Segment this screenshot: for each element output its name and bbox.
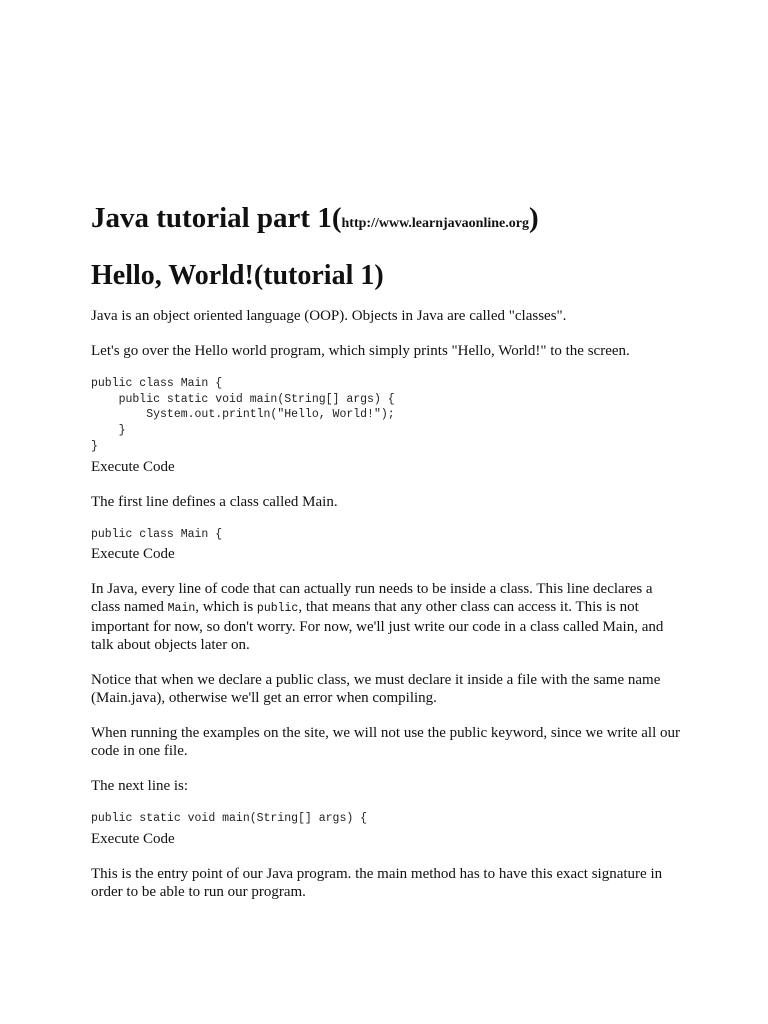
page-title — [91, 198, 681, 244]
inline-code-public: public — [256, 602, 299, 616]
execute-code-label: Execute Code — [91, 830, 175, 847]
title-close-paren: ) — [528, 202, 539, 234]
execute-code-label: Execute Code — [91, 546, 175, 563]
hello-world-paragraph: Let's go over the Hello world program, which simply prints "Hello, World!" to the screen. — [91, 343, 630, 359]
title-text: Java tutorial part 1 — [91, 202, 332, 234]
document-page — [91, 198, 681, 901]
inline-code-main: Main — [167, 602, 196, 616]
class-explanation-text: , which is — [195, 599, 257, 616]
entry-point-paragraph: This is the entry point of our Java program. the main method has to have this exact signature in order to be able to run our program. — [91, 865, 663, 900]
file-name-paragraph: Notice that when we declare a public class, we must declare it inside a file with the same name (Main.java), otherwise we'll get an error when compiling. — [91, 672, 661, 707]
code-block-class-decl: public class Main { — [91, 527, 223, 541]
intro-paragraph: Java is an object oriented language (OOP). Objects in Java are called "classes". — [91, 308, 567, 324]
class-explanation-paragraph — [91, 580, 681, 654]
first-line-paragraph: The first line defines a class called Main. — [91, 493, 338, 510]
class-explanation-text: In Java, every line of code that can actually run needs to be inside a class. This line declares a class named — [91, 581, 653, 616]
next-line-paragraph: The next line is: — [91, 778, 189, 795]
class-explanation-text: , that means that any other class can access it. This is not important for now, so don't worry. For now, we'll just write our code in a class called Main, and talk about objects later on. — [91, 599, 664, 654]
code-block-main-method: public static void main(String[] args) { — [91, 812, 368, 826]
title-url: http://www.learnjavaonline.org — [341, 216, 529, 231]
code-block-hello-world: public class Main { public static void main(String[] args) { System.out.println("Hello, World!"); } } — [91, 377, 395, 453]
public-keyword-paragraph: When running the examples on the site, we will not use the public keyword, since we write all our code in one file. — [91, 725, 681, 760]
title-open-paren: ( — [331, 202, 342, 234]
execute-code-label: Execute Code — [91, 458, 175, 475]
section-heading: Hello, World!(tutorial 1) — [91, 260, 384, 291]
